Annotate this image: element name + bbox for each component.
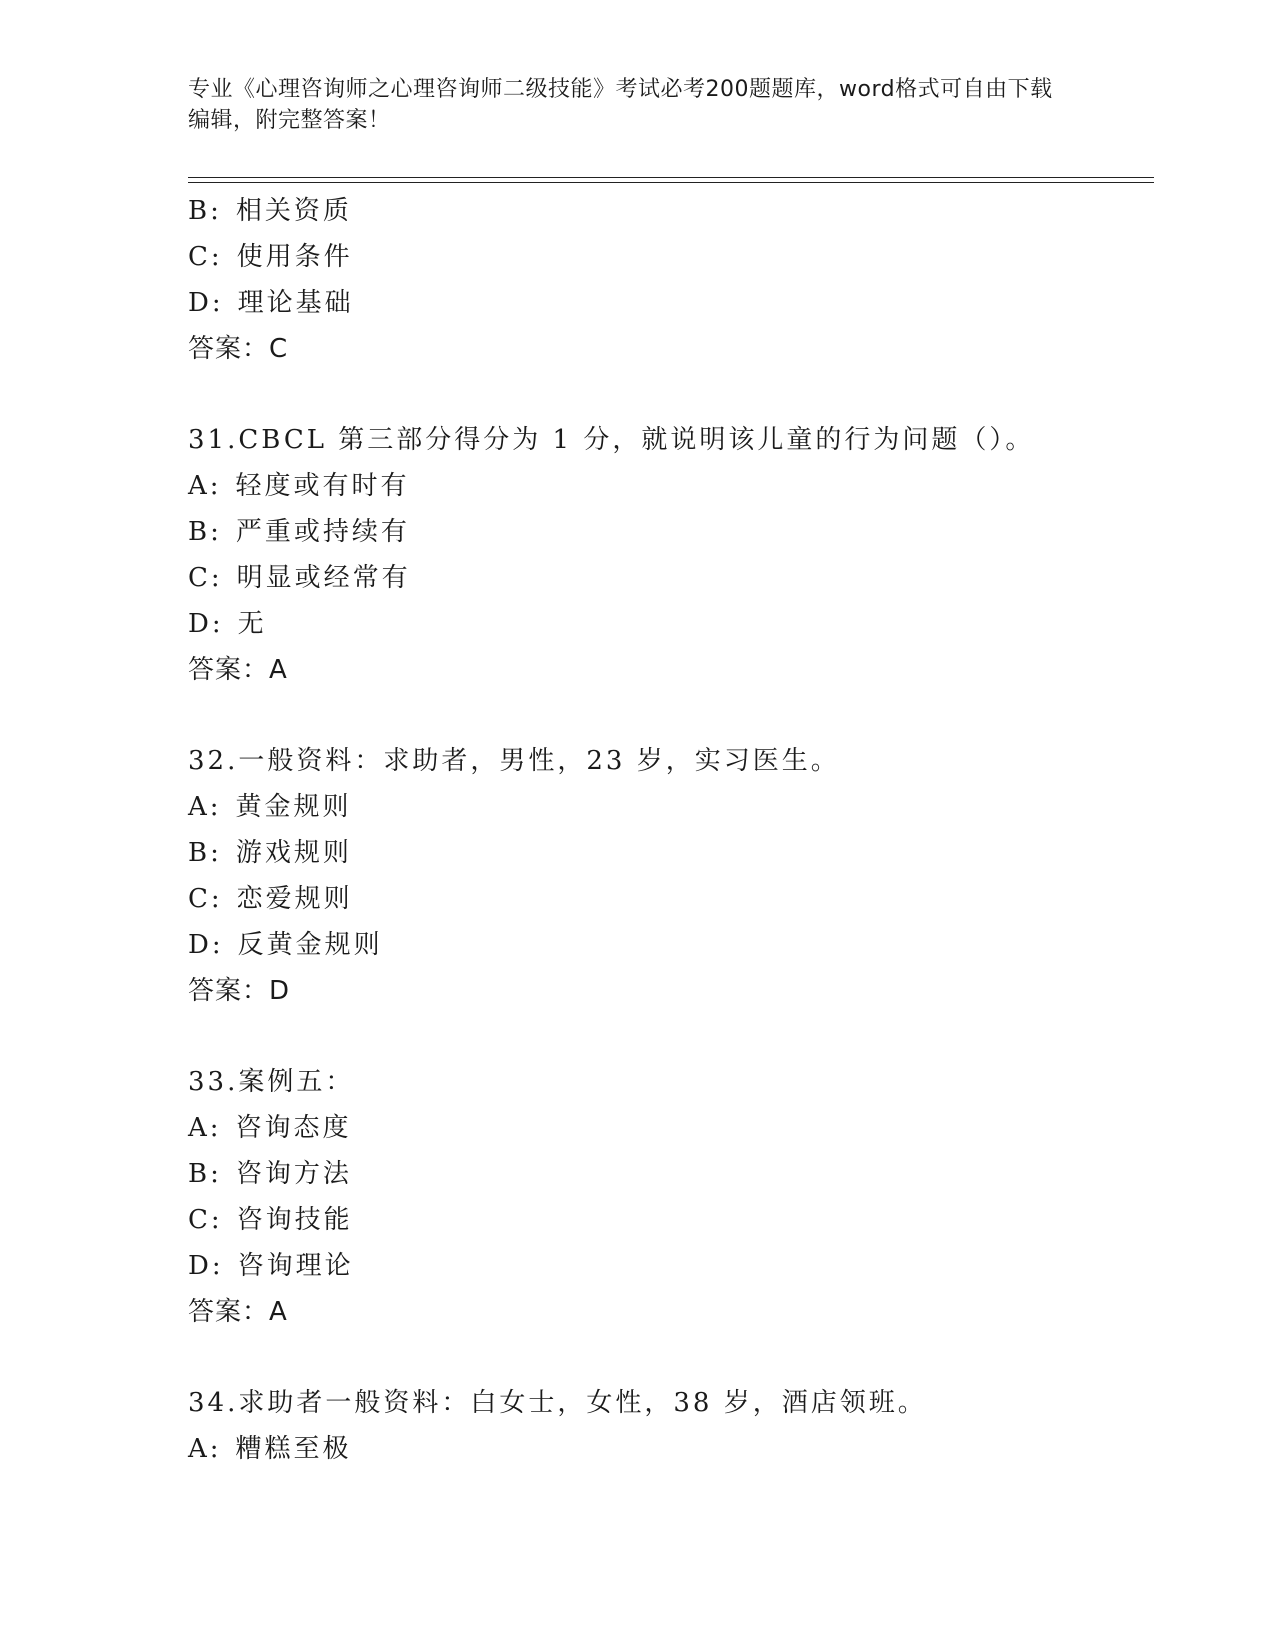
- option-b: B: 游戏规则: [188, 838, 352, 868]
- option-b: B: 严重或持续有: [188, 517, 410, 547]
- option-a: A: 咨询态度: [188, 1113, 352, 1143]
- option-c: C: 咨询技能: [188, 1205, 353, 1235]
- option-b: B: 相关资质: [188, 196, 352, 226]
- option-d: D: 咨询理论: [188, 1251, 354, 1281]
- answer-line: 答案：D: [188, 976, 291, 1006]
- document-header: 专业《心理咨询师之心理咨询师二级技能》考试必考200题题库，word格式可自由下载编辑，附完整答案！: [188, 77, 1053, 133]
- option-c: C: 明显或经常有: [188, 563, 411, 593]
- answer-line: 答案：C: [188, 334, 289, 364]
- option-d: D: 反黄金规则: [188, 930, 383, 960]
- option-c: C: 使用条件: [188, 242, 353, 272]
- option-a: A: 糟糕至极: [188, 1434, 352, 1464]
- option-a: A: 轻度或有时有: [188, 471, 410, 501]
- question-stem: 33.案例五：: [188, 1067, 355, 1097]
- answer-line: 答案：A: [188, 1297, 288, 1327]
- question-stem: 32.一般资料：求助者，男性，23 岁，实习医生。: [188, 746, 840, 776]
- option-c: C: 恋爱规则: [188, 884, 353, 914]
- question-stem: 31.CBCL 第三部分得分为 1 分，就说明该儿童的行为问题（）。: [188, 425, 1035, 455]
- answer-line: 答案：A: [188, 655, 288, 685]
- option-b: B: 咨询方法: [188, 1159, 352, 1189]
- question-list: [188, 188, 1148, 1472]
- header-rule-top: [188, 177, 1154, 178]
- option-a: A: 黄金规则: [188, 792, 352, 822]
- option-d: D: 无: [188, 609, 267, 639]
- question-stem: 34.求助者一般资料：白女士，女性，38 岁，酒店领班。: [188, 1388, 927, 1418]
- option-d: D: 理论基础: [188, 288, 354, 318]
- header-rule-bottom: [188, 182, 1154, 183]
